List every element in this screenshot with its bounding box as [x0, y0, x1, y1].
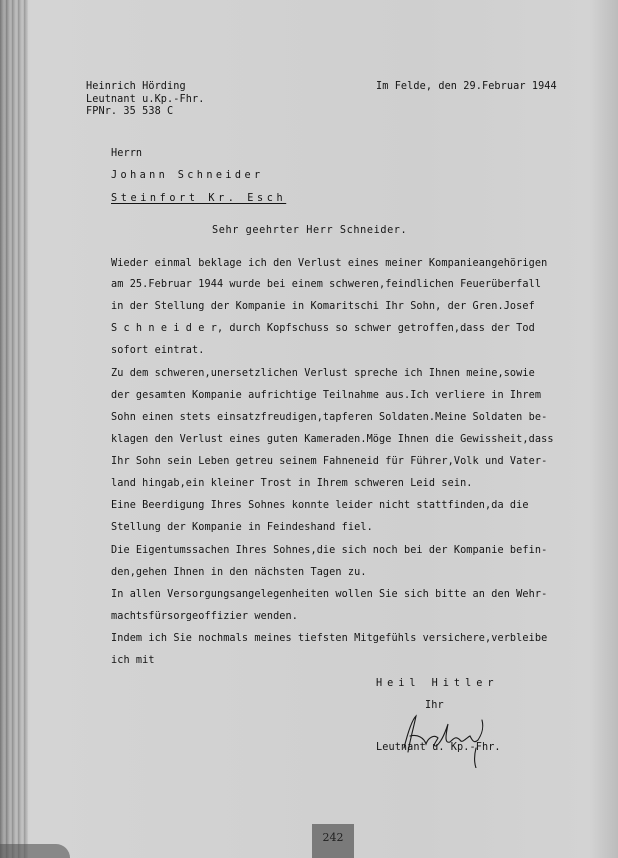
sender-fpnr: FPNr. 35 538 C — [86, 106, 174, 117]
signature — [398, 712, 490, 768]
body-line: Wieder einmal beklage ich den Verlust eines meiner Kompanieangehörigen — [111, 258, 548, 269]
heil-line: Heil Hitler — [376, 678, 499, 689]
body-line: in der Stellung der Kompanie in Komaritschi Ihr Sohn, der Gren.Josef — [111, 301, 535, 312]
sender-name: Heinrich Hörding — [86, 81, 186, 92]
body-line: In allen Versorgungsangelegenheiten wollen Sie sich bitte an den Wehr- — [111, 589, 548, 600]
body-line: den,gehen Ihnen in den nächsten Tagen zu. — [111, 567, 367, 578]
recipient-name: Johann Schneider — [111, 170, 264, 181]
body-line: land hingab,ein kleiner Trost in Ihrem schweren Leid sein. — [111, 478, 473, 489]
body-line: S c h n e i d e r, durch Kopfschuss so schwer getroffen,dass der Tod — [111, 323, 535, 334]
page-corner-shadow — [0, 844, 70, 858]
body-line: Zu dem schweren,unersetzlichen Verlust spreche ich Ihnen meine,sowie — [111, 368, 535, 379]
body-line: Ihr Sohn sein Leben getreu seinem Fahneneid für Führer,Volk und Vater- — [111, 456, 548, 467]
ihr-line: Ihr — [425, 700, 444, 711]
recipient-salutation: Herrn — [111, 148, 143, 159]
greeting: Sehr geehrter Herr Schneider. — [212, 225, 408, 236]
body-line: am 25.Februar 1944 wurde bei einem schweren,feindlichen Feuerüberfall — [111, 279, 542, 290]
sender-rank: Leutnant u.Kp.-Fhr. — [86, 94, 205, 105]
signature-title: Leutnant u. Kp.-Fhr. — [376, 742, 501, 753]
body-line: machtsfürsorgeoffizier wenden. — [111, 611, 299, 622]
body-line: Indem ich Sie nochmals meines tiefsten Mitgefühls versichere,verbleibe — [111, 633, 548, 644]
place-date: Im Felde, den 29.Februar 1944 — [376, 81, 557, 92]
body-line: Stellung der Kompanie in Feindeshand fiel. — [111, 522, 373, 533]
body-line: Eine Beerdigung Ihres Sohnes konnte leider nicht stattfinden,da die — [111, 500, 529, 511]
body-line: ich mit — [111, 655, 155, 666]
body-line: sofort eintrat. — [111, 345, 205, 356]
body-line: Die Eigentumssachen Ihres Sohnes,die sich noch bei der Kompanie befin- — [111, 545, 548, 556]
body-line: der gesamten Kompanie aufrichtige Teilnahme aus.Ich verliere in Ihrem — [111, 390, 542, 401]
body-line: klagen den Verlust eines guten Kameraden.Möge Ihnen die Gewissheit,dass — [111, 434, 554, 445]
recipient-address: Steinfort Kr. Esch — [111, 193, 287, 204]
page-number: 242 — [312, 824, 354, 858]
book-binding — [0, 0, 28, 858]
body-line: Sohn einen stets einsatzfreudigen,tapferen Soldaten.Meine Soldaten be- — [111, 412, 548, 423]
